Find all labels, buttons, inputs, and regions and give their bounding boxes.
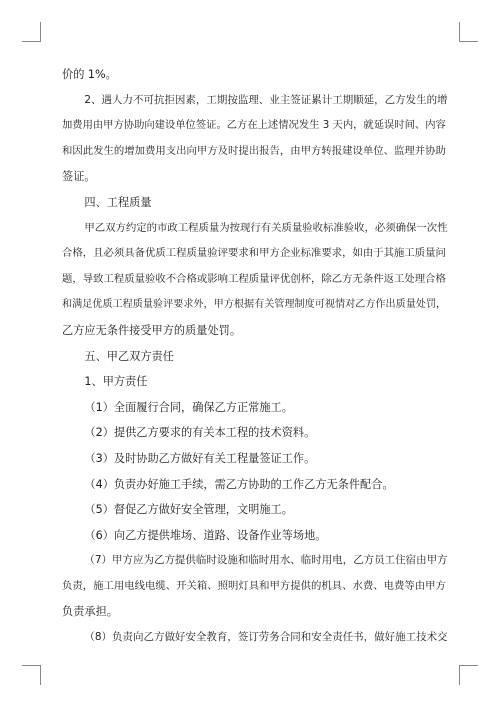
text-line: （3）及时协助乙方做好有关工程量签证工作。 (84, 451, 316, 465)
paragraph (62, 420, 446, 446)
text-line: 1、甲方责任 (84, 375, 148, 389)
crop-mark-top-left (40, 22, 41, 42)
text-line: 和满足优质工程质量验评要求外，甲方根据有关管理制度可视情对乙方作出质量处罚， (62, 299, 447, 311)
text-line: 和因此发生的增加费用支出向甲方及时提出报告，由甲方转报建设单位、监理并协助 (62, 144, 446, 157)
text-line: （8）负责向乙方做好安全教育，签订劳务合同和安全责任书，做好施工技术交 (84, 631, 448, 644)
text-line: 负责，施工用电线电缆、开关箱、照明灯具和甲方提供的机具、水费、电费等由甲方 (62, 579, 446, 592)
paragraph (62, 472, 446, 498)
paragraph (62, 216, 446, 344)
text-line: 乙方应无条件接受甲方的质量处罚。 (62, 323, 242, 337)
text-line: （2）提供乙方要求的有关本工程的技术资料。 (84, 426, 316, 440)
text-line: 合格，且必须具备优质工程质量验评要求和甲方企业标准要求，如由于其施工质量问 (62, 247, 446, 260)
text-line: （7）甲方应为乙方提供临时设施和临时用水、临时用电，乙方员工住宿由甲方 (84, 554, 448, 567)
text-line: 价的 1%。 (62, 68, 117, 81)
text-line: 负责承担。 (62, 605, 118, 619)
crop-mark-bottom-right (459, 665, 460, 685)
text-line: 签证。 (62, 170, 96, 184)
crop-mark-bottom-right (459, 665, 478, 666)
text-line: 题，导致工程质量验收不合格或影响工程质量评优创杯，除乙方无条件返工处理合格 (62, 272, 446, 285)
crop-mark-top-left (22, 41, 41, 42)
text-line: 加费用由甲方协助向建设单位签证。乙方在上述情况发生 3 天内，就延误时间、内容 (62, 119, 446, 132)
text-line: 甲乙双方约定的市政工程质量为按现行有关质量验收标准验收，必须确保一次性 (84, 221, 448, 234)
paragraph (62, 625, 446, 651)
text-line: 四、工程质量 (84, 195, 152, 209)
document-body (62, 62, 446, 651)
paragraph (62, 190, 446, 216)
paragraph (62, 446, 446, 472)
paragraph (62, 523, 446, 549)
text-line: （5）督促乙方做好安全管理，文明施工。 (84, 503, 293, 517)
text-line: （4）负责办好施工手续，需乙方协助的工作乙方无条件配合。 (84, 477, 394, 491)
text-line: 五、甲乙双方责任 (84, 349, 174, 363)
text-line: 2、遇人力不可抗拒因素，工期按监理、业主签证累计工期顺延，乙方发生的增 (84, 93, 448, 106)
paragraph (62, 344, 446, 370)
paragraph (62, 548, 446, 625)
crop-mark-top-right (459, 41, 478, 42)
crop-mark-bottom-left (40, 665, 41, 685)
paragraph (62, 88, 446, 190)
paragraph (62, 497, 446, 523)
paragraph (62, 395, 446, 421)
crop-mark-bottom-left (22, 665, 41, 666)
paragraph (62, 62, 446, 88)
text-line: （6）向乙方提供堆场、道路、设备作业等场地。 (84, 528, 327, 542)
text-line: （1）全面履行合同，确保乙方正常施工。 (84, 400, 293, 414)
paragraph (62, 369, 446, 395)
crop-mark-top-right (459, 22, 460, 42)
